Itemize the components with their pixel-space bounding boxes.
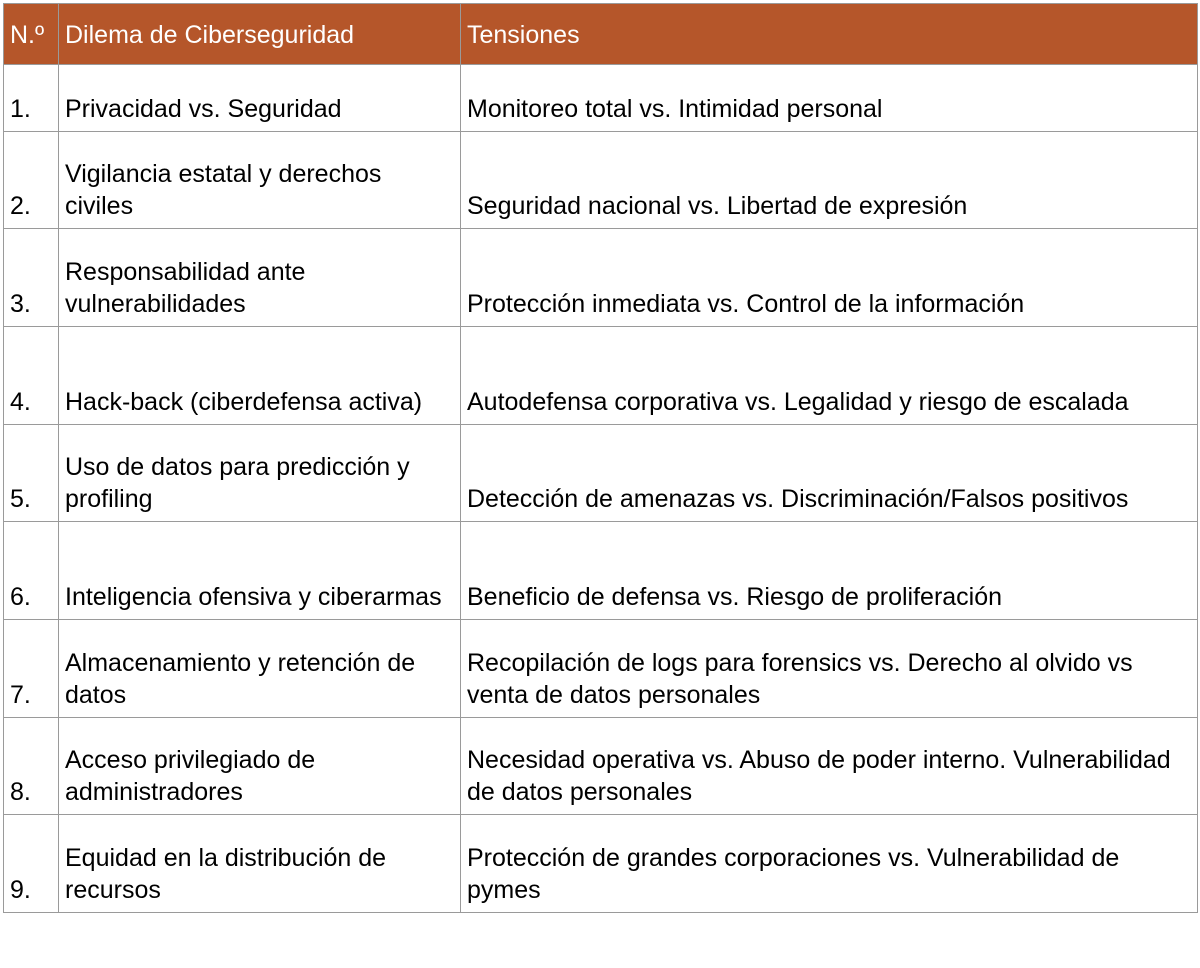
table-row: [4, 425, 1198, 522]
table-row: [4, 815, 1198, 913]
row-dilemma: Acceso privilegiado de administradores: [59, 718, 461, 815]
row-dilemma: Equidad en la distribución de recursos: [59, 815, 461, 913]
row-tension: Beneficio de defensa vs. Riesgo de proliferación: [461, 522, 1198, 620]
table-row: [4, 718, 1198, 815]
row-tension: Necesidad operativa vs. Abuso de poder interno. Vulnerabilidad de datos personales: [461, 718, 1198, 815]
row-tension: Detección de amenazas vs. Discriminación/Falsos positivos: [461, 425, 1198, 522]
row-tension: Seguridad nacional vs. Libertad de expresión: [461, 132, 1198, 229]
row-dilemma: Vigilancia estatal y derechos civiles: [59, 132, 461, 229]
dilemmas-table: [3, 3, 1198, 913]
header-row: [4, 4, 1198, 65]
header-num: N.º: [4, 4, 59, 65]
row-tension: Autodefensa corporativa vs. Legalidad y riesgo de escalada: [461, 327, 1198, 425]
row-dilemma: Privacidad vs. Seguridad: [59, 65, 461, 132]
table-row: [4, 229, 1198, 327]
header-dilemma: Dilema de Ciberseguridad: [59, 4, 461, 65]
row-number: 1.: [4, 65, 59, 132]
row-dilemma: Hack-back (ciberdefensa activa): [59, 327, 461, 425]
row-number: 3.: [4, 229, 59, 327]
table-row: [4, 327, 1198, 425]
row-dilemma: Uso de datos para predicción y profiling: [59, 425, 461, 522]
row-tension: Protección inmediata vs. Control de la información: [461, 229, 1198, 327]
table-row: [4, 620, 1198, 718]
row-number: 8.: [4, 718, 59, 815]
table-body: [4, 65, 1198, 913]
table-row: [4, 522, 1198, 620]
row-number: 4.: [4, 327, 59, 425]
row-number: 6.: [4, 522, 59, 620]
table-header: [4, 4, 1198, 65]
row-number: 9.: [4, 815, 59, 913]
row-dilemma: Almacenamiento y retención de datos: [59, 620, 461, 718]
row-number: 5.: [4, 425, 59, 522]
row-tension: Protección de grandes corporaciones vs. Vulnerabilidad de pymes: [461, 815, 1198, 913]
row-tension: Monitoreo total vs. Intimidad personal: [461, 65, 1198, 132]
row-tension: Recopilación de logs para forensics vs. Derecho al olvido vs venta de datos personales: [461, 620, 1198, 718]
header-tension: Tensiones: [461, 4, 1198, 65]
table-row: [4, 132, 1198, 229]
table-row: [4, 65, 1198, 132]
row-number: 7.: [4, 620, 59, 718]
row-number: 2.: [4, 132, 59, 229]
row-dilemma: Inteligencia ofensiva y ciberarmas: [59, 522, 461, 620]
row-dilemma: Responsabilidad ante vulnerabilidades: [59, 229, 461, 327]
